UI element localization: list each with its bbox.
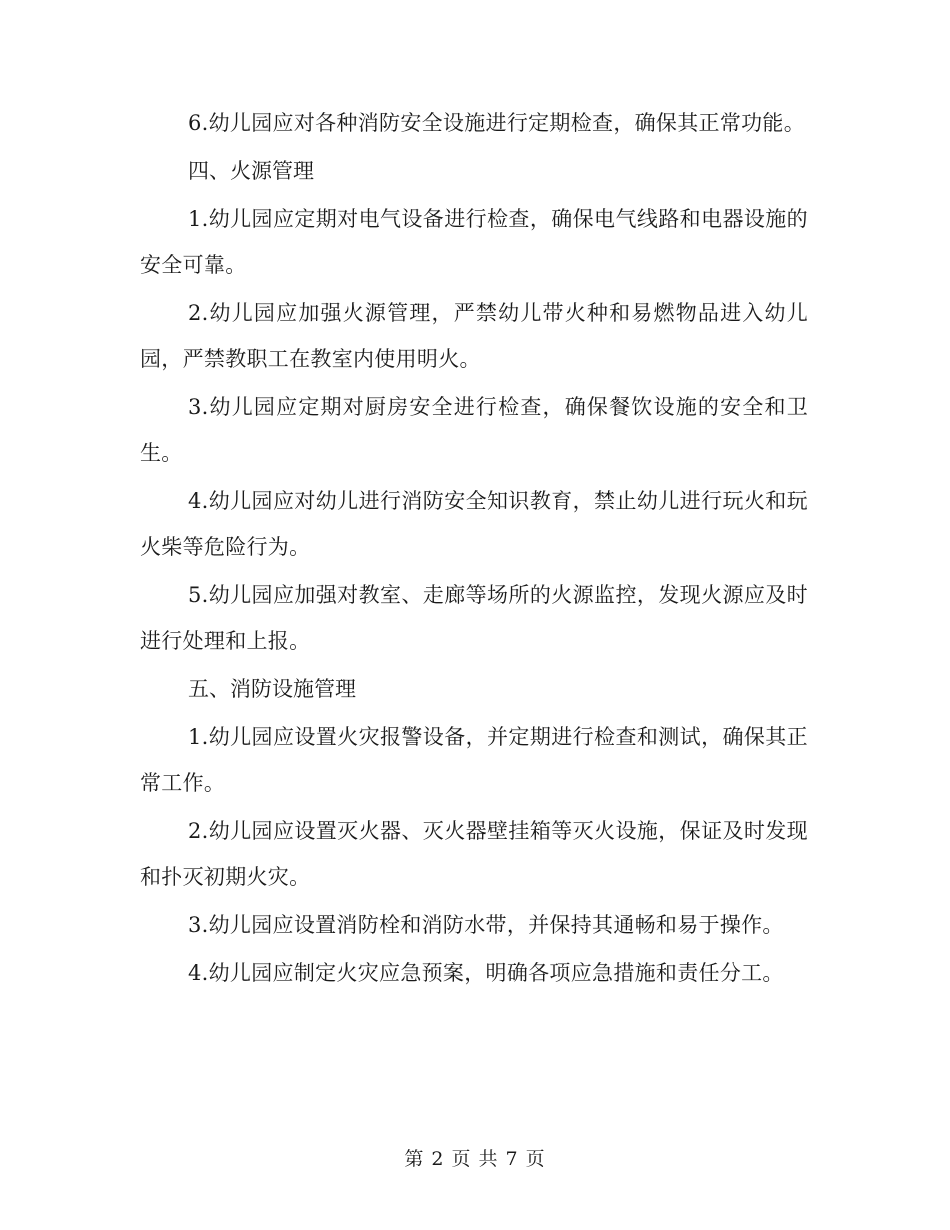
paragraph-item-6: 6.幼儿园应对各种消防安全设施进行定期检查，确保其正常功能。 [188,111,806,135]
paragraph-item-3: 3.幼儿园应定期对厨房安全进行检查，确保餐饮设施的安全和卫生。 [140,395,808,465]
paragraph-item-2: 2.幼儿园应加强火源管理，严禁幼儿带火种和易燃物品进入幼儿园，严禁教职工在教室内使用明火。 [140,301,808,371]
document-body [140,100,808,998]
paragraph-item-4: 4.幼儿园应制定火灾应急预案，明确各项应急措施和责任分工。 [188,961,784,985]
paragraph-item-3: 3.幼儿园应设置消防栓和消防水带，并保持其通畅和易于操作。 [188,913,784,937]
paragraph-item-4: 4.幼儿园应对幼儿进行消防安全知识教育，禁止幼儿进行玩火和玩火柴等危险行为。 [140,489,808,559]
section-heading-4: 四、火源管理 [188,159,314,183]
paragraph-item-2: 2.幼儿园应设置灭火器、灭火器壁挂箱等灭火设施，保证及时发现和扑灭初期火灾。 [140,819,808,889]
section-heading-5: 五、消防设施管理 [188,677,356,701]
page-number-footer: 第 2 页 共 7 页 [404,1148,546,1170]
paragraph-item-1: 1.幼儿园应设置火灾报警设备，并定期进行检查和测试，确保其正常工作。 [140,725,808,795]
paragraph-item-5: 5.幼儿园应加强对教室、走廊等场所的火源监控，发现火源应及时进行处理和上报。 [140,583,808,653]
paragraph-item-1: 1.幼儿园应定期对电气设备进行检查，确保电气线路和电器设施的安全可靠。 [140,207,808,277]
